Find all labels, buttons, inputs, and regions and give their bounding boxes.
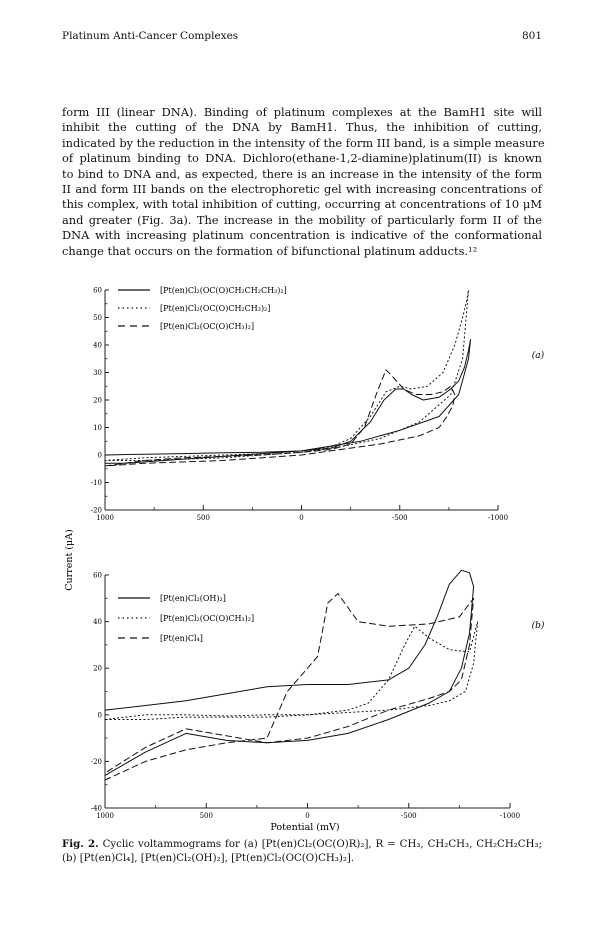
series-line [105,290,469,461]
body-line: and greater (Fig. 3a). The increase in the mobility of particularly form II of the [62,212,542,227]
y-tick-label: -20 [90,506,102,515]
figure-caption [62,838,542,865]
y-tick-label: 20 [93,396,102,405]
y-tick-label: 50 [93,314,102,322]
y-tick-label: -20 [90,757,102,766]
x-tick-label: 1000 [96,514,114,522]
y-tick-label: 10 [93,424,102,432]
y-tick-label: -40 [90,804,102,813]
body-line: II and form III bands on the electrophoretic gel with increasing concentrations of [62,182,542,197]
legend-label: [Pt(en)Cl₂(OH)₂] [160,594,226,603]
y-axis-label: Current (μA) [64,529,75,591]
body-line: change that occurs on the formation of bifunctional platinum adducts.¹² [62,243,478,258]
x-tick-label: 500 [199,812,213,820]
page-number: 801 [521,30,542,42]
legend-label: [Pt(en)Cl₄] [160,634,203,643]
body-line: this complex, with total inhibition of cutting, occurring at concentrations of 10 μM [62,197,542,212]
y-tick-label: 30 [93,369,102,377]
body-line: form III (linear DNA). Binding of platinum complexes at the BamH1 site will [62,105,542,119]
series-line [105,340,471,464]
y-tick-label: 0 [97,451,102,460]
panel-label: (a) [531,351,545,361]
body-line: to bind to DNA and, as expected, there is an increase in the intensity of the form [62,166,542,181]
x-tick-label: -500 [391,514,408,522]
legend-label: [Pt(en)Cl₂(OC(O)CH₂CH₃)₂] [160,304,271,313]
body-line: DNA with increasing platinum concentration is indicative of the conformational [62,228,542,243]
legend-label: [Pt(en)Cl₂(OC(O)CH₃)₂] [160,322,255,331]
y-tick-label: 40 [93,341,102,350]
body-line: of platinum binding to DNA. Dichloro(ethane-1,2-diamine)platinum(II) is known [62,151,542,166]
x-tick-label: 0 [299,514,304,522]
x-axis-label: Potential (mV) [270,822,340,833]
caption-text-line1: Cyclic voltammograms for (a) [Pt(en)Cl₂(OC(O)R)₂], R = CH₃, CH₂CH₃, CH₂CH₂CH₃; [102,839,542,850]
y-tick-label: 40 [93,618,102,627]
x-tick-label: 1000 [96,812,114,820]
legend-label: [Pt(en)Cl₂(OC(O)CH₃)₂] [160,614,255,623]
y-tick-label: 20 [93,664,102,673]
legend-label: [Pt(en)Cl₂(OC(O)CH₂CH₂CH₃)₂] [160,286,287,295]
x-tick-label: 0 [305,812,310,820]
x-tick-label: -1000 [499,812,521,820]
panel-label: (b) [531,621,545,631]
y-tick-label: -10 [90,479,102,487]
body-line: indicated by the reduction in the intensity of the form III band, is a simple measure [62,135,545,150]
y-tick-label: 60 [93,571,102,580]
body-line: inhibit the cutting of the DNA by BamH1. Thus, the inhibition of cutting, [62,120,542,135]
y-tick-label: 60 [93,286,102,295]
running-title: Platinum Anti-Cancer Complexes [62,30,239,42]
x-tick-label: 500 [196,514,210,522]
x-tick-label: -500 [400,812,417,820]
caption-text-line2: (b) [Pt(en)Cl₄], [Pt(en)Cl₂(OH)₂], [Pt(en)Cl₂(OC(O)CH₃)₂]. [62,852,355,864]
y-tick-label: 0 [97,711,102,720]
caption-label: Fig. 2. [62,838,99,850]
x-tick-label: -1000 [487,514,509,522]
